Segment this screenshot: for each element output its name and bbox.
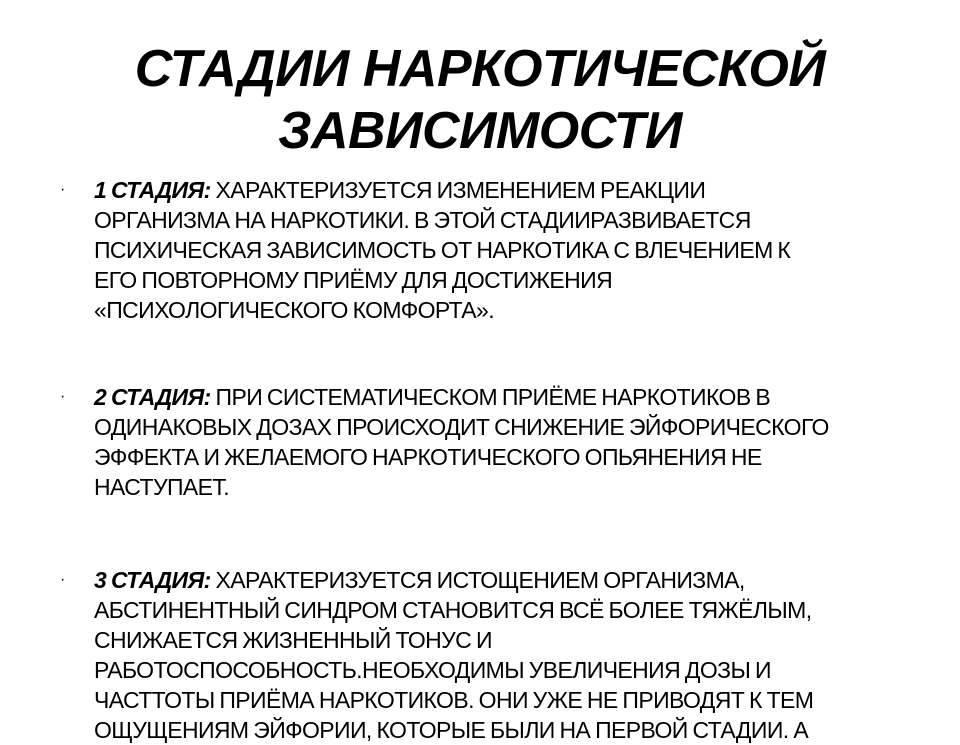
- stage-3-text-block: [94, 565, 934, 745]
- stage-3-description: ХАРАКТЕРИЗУЕТСЯ ИСТОЩЕНИЕМ ОРГАНИЗМА, АБСТИНЕНТНЫЙ СИНДРОМ СТАНОВИТСЯ ВСЁ БОЛЕЕ ТЯЖЁЛЫМ, СНИЖАЕТСЯ ЖИЗНЕННЫЙ ТОНУС И РАБОТОСПОСОБНОСТЬ.НЕОБХОДИМЫ УВЕЛИЧЕНИЯ ДОЗЫ И ЧАСТТОТЫ ПРИЁМА НАРКОТИКОВ. ОНИ УЖЕ НЕ ПРИВОДЯТ К ТЕМ ОЩУЩЕНИЯМ ЭЙФОРИИ, КОТОРЫЕ БЫЛИ НА ПЕРВОЙ СТАДИИ. А: [94, 567, 814, 743]
- bullet-marker-icon: ·: [60, 571, 66, 588]
- stage-2-text-block: [94, 382, 934, 502]
- bullet-marker-icon: ·: [60, 388, 66, 405]
- slide-title-line-1: СТАДИИ НАРКОТИЧЕСКОЙ: [134, 40, 826, 98]
- stage-2-description: ПРИ СИСТЕМАТИЧЕСКОМ ПРИЁМЕ НАРКОТИКОВ В ОДИНАКОВЫХ ДОЗАХ ПРОИСХОДИТ СНИЖЕНИЕ ЭЙФОРИЧЕСКОГО ЭФФЕКТА И ЖЕЛАЕМОГО НАРКОТИЧЕСКОГО ОПЬЯНЕНИЯ НЕ НАСТУПАЕТ.: [94, 384, 829, 500]
- stage-3-label: 3 СТАДИЯ:: [94, 567, 211, 593]
- stage-1-label: 1 СТАДИЯ:: [94, 177, 211, 203]
- stage-1-text-block: [94, 175, 934, 325]
- bullet-marker-icon: ·: [60, 181, 66, 198]
- stage-1-description: ХАРАКТЕРИЗУЕТСЯ ИЗМЕНЕНИЕМ РЕАКЦИИ ОРГАНИЗМА НА НАРКОТИКИ. В ЭТОЙ СТАДИИРАЗВИВАЕТСЯ ПСИХИЧЕСКАЯ ЗАВИСИМОСТЬ ОТ НАРКОТИКА С ВЛЕЧЕНИЕМ К ЕГО ПОВТОРНОМУ ПРИЁМУ ДЛЯ ДОСТИЖЕНИЯ «ПСИХОЛОГИЧЕСКОГО КОМФОРТА».: [94, 177, 791, 323]
- slide-title-line-2: ЗАВИСИМОСТИ: [278, 102, 682, 160]
- stage-2-label: 2 СТАДИЯ:: [94, 384, 211, 410]
